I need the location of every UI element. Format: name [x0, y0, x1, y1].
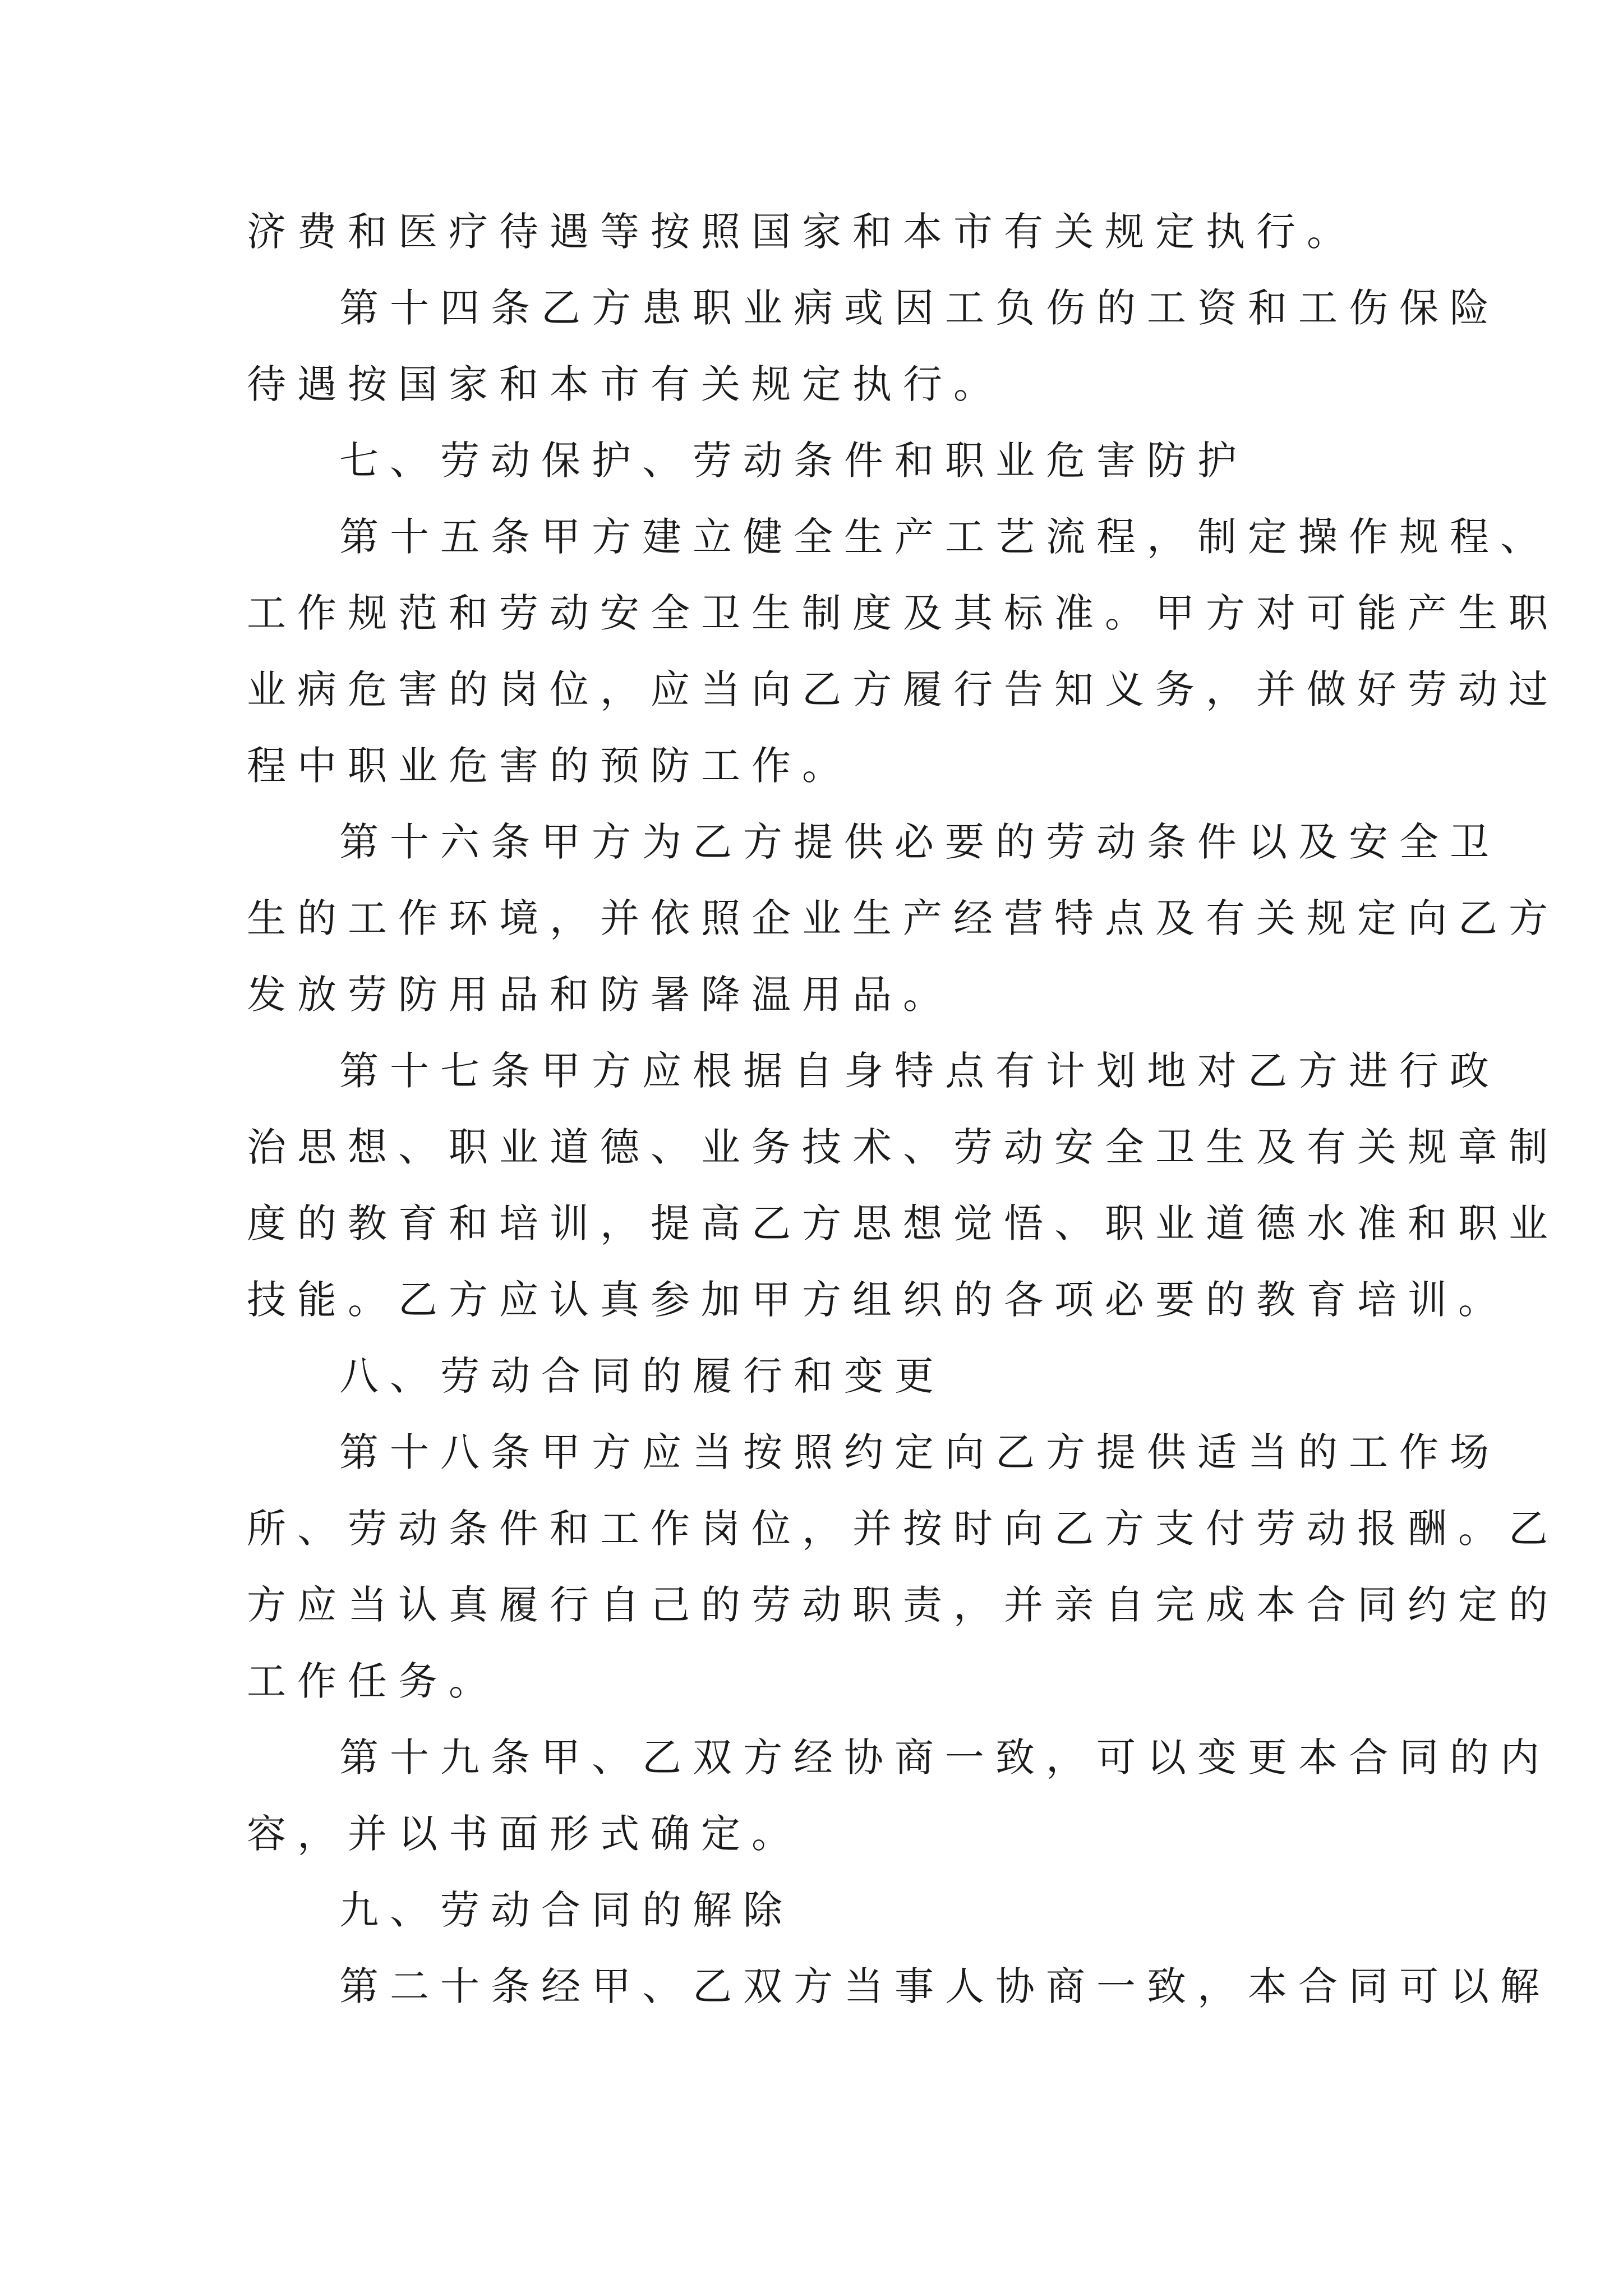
text-line: 治思想、职业道德、业务技术、劳动安全卫生及有关规章制	[247, 1124, 1559, 1170]
text-line: 济费和医疗待遇等按照国家和本市有关规定执行。	[247, 209, 1357, 255]
text-line: 第二十条经甲、乙双方当事人协商一致，本合同可以解	[339, 1963, 1551, 2009]
text-line: 方应当认真履行自己的劳动职责，并亲自完成本合同约定的	[247, 1582, 1559, 1628]
text-line: 所、劳动条件和工作岗位，并按时向乙方支付劳动报酬。乙	[247, 1506, 1559, 1552]
text-line: 第十五条甲方建立健全生产工艺流程，制定操作规程、	[339, 514, 1551, 560]
text-line: 容，并以书面形式确定。	[247, 1811, 802, 1857]
text-line: 技能。乙方应认真参加甲方组织的各项必要的教育培训。	[247, 1277, 1509, 1323]
text-line: 生的工作环境，并依照企业生产经营特点及有关规定向乙方	[247, 895, 1559, 941]
text-line: 第十四条乙方患职业病或因工负伤的工资和工伤保险	[339, 285, 1500, 331]
text-line: 第十八条甲方应当按照约定向乙方提供适当的工作场	[339, 1429, 1500, 1475]
text-line: 九、劳动合同的解除	[339, 1887, 794, 1933]
text-line: 待遇按国家和本市有关规定执行。	[247, 361, 1004, 407]
text-line: 八、劳动合同的履行和变更	[339, 1353, 945, 1399]
document-page	[247, 194, 1559, 2024]
text-line: 第十九条甲、乙双方经协商一致，可以变更本合同的内	[339, 1734, 1551, 1780]
text-line: 工作任务。	[247, 1658, 499, 1704]
text-line: 度的教育和培训，提高乙方思想觉悟、职业道德水准和职业	[247, 1200, 1559, 1246]
text-line: 程中职业危害的预防工作。	[247, 743, 852, 789]
text-line: 第十六条甲方为乙方提供必要的劳动条件以及安全卫	[339, 819, 1500, 865]
text-line: 业病危害的岗位，应当向乙方履行告知义务，并做好劳动过	[247, 666, 1559, 712]
text-line: 第十七条甲方应根据自身特点有计划地对乙方进行政	[339, 1048, 1500, 1094]
text-line: 工作规范和劳动安全卫生制度及其标准。甲方对可能产生职	[247, 590, 1559, 636]
text-line: 发放劳防用品和防暑降温用品。	[247, 972, 953, 1018]
text-line: 七、劳动保护、劳动条件和职业危害防护	[339, 438, 1248, 484]
